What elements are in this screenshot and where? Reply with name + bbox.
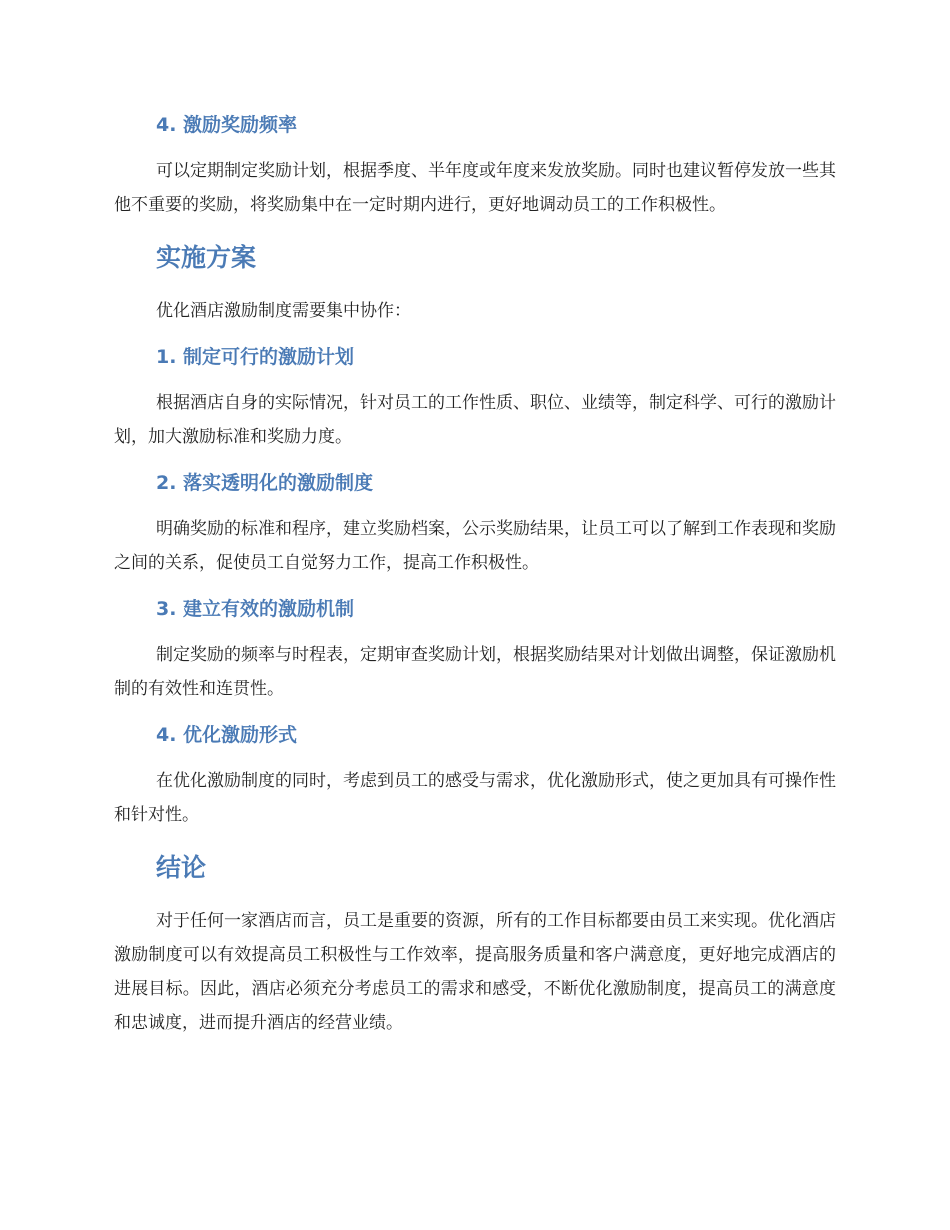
- heading-reward-frequency: 4. 激励奖励频率: [156, 114, 298, 136]
- paragraph-implementation-intro: 优化酒店激励制度需要集中协作：: [156, 301, 411, 321]
- paragraph-step-2: 明确奖励的标准和程序，建立奖励档案，公示奖励结果，让员工可以了解到工作表现和奖励之间的关系，促使员工自觉努力工作，提高工作积极性。: [114, 519, 836, 573]
- heading-step-2: 2. 落实透明化的激励制度: [156, 472, 374, 494]
- paragraph-step-4: 在优化激励制度的同时，考虑到员工的感受与需求，优化激励形式，使之更加具有可操作性和针对性。: [114, 771, 836, 825]
- heading-conclusion: 结论: [156, 853, 207, 882]
- heading-step-3: 3. 建立有效的激励机制: [156, 598, 355, 620]
- paragraph-step-3: 制定奖励的频率与时程表，定期审查奖励计划，根据奖励结果对计划做出调整，保证激励机制的有效性和连贯性。: [114, 645, 836, 699]
- paragraph-step-1: 根据酒店自身的实际情况，针对员工的工作性质、职位、业绩等，制定科学、可行的激励计划，加大激励标准和奖励力度。: [114, 393, 836, 447]
- document-content: [114, 108, 836, 1040]
- heading-step-4: 4. 优化激励形式: [156, 724, 298, 746]
- paragraph-conclusion: 对于任何一家酒店而言，员工是重要的资源，所有的工作目标都要由员工来实现。优化酒店激励制度可以有效提高员工积极性与工作效率，提高服务质量和客户满意度，更好地完成酒店的进展目标。因此，酒店必须充分考虑员工的需求和感受，不断优化激励制度，提高员工的满意度和忠诚度，进而提升酒店的经营业绩。: [114, 911, 836, 1033]
- paragraph-reward-frequency: 可以定期制定奖励计划，根据季度、半年度或年度来发放奖励。同时也建议暂停发放一些其他不重要的奖励，将奖励集中在一定时期内进行，更好地调动员工的工作积极性。: [114, 161, 836, 215]
- heading-implementation: 实施方案: [156, 243, 257, 272]
- heading-step-1: 1. 制定可行的激励计划: [156, 346, 355, 368]
